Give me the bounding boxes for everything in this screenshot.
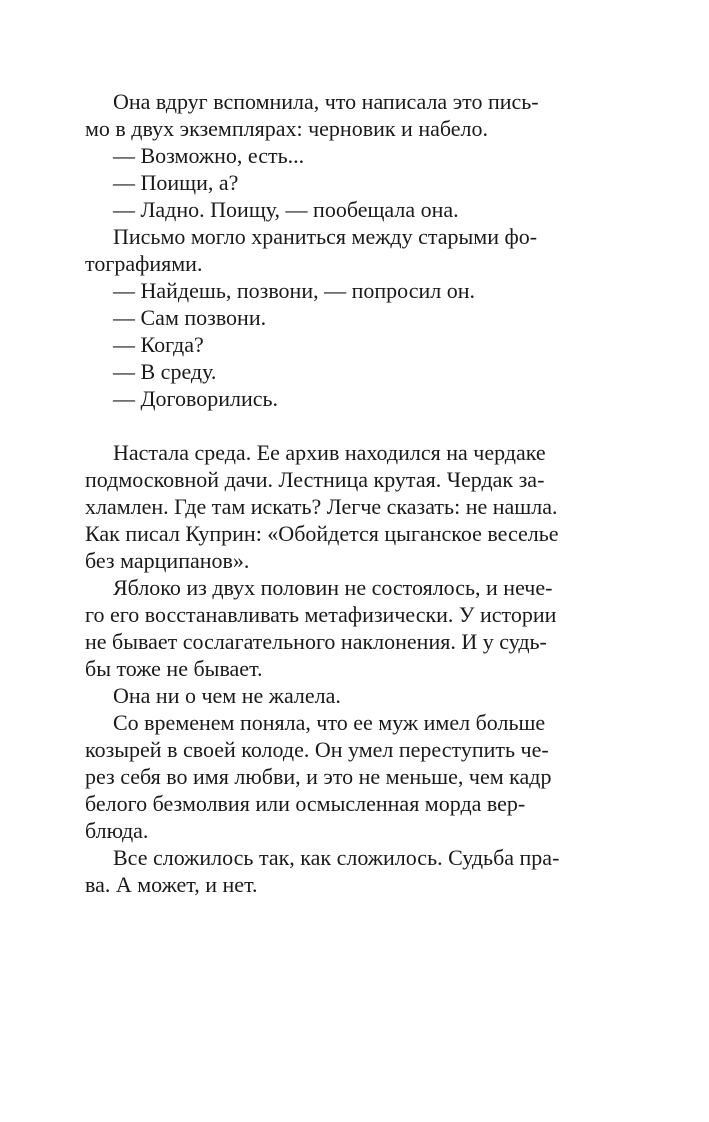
text-line: тографиями.: [85, 251, 203, 276]
dialogue-line: — Ладно. Поищу, — пообещала она.: [113, 197, 459, 222]
dialogue-line: — Договорились.: [113, 386, 279, 411]
text-line: Как писал Куприн: «Обойдется цыганское веселье: [85, 521, 559, 546]
text-line: Все сложилось так, как сложилось. Судьба пра-: [113, 845, 560, 870]
text-line: ва. А может, и нет.: [85, 872, 258, 897]
text-line: го его восстанавливать метафизически. У истории: [85, 602, 557, 627]
text-line: Яблоко из двух половин не состоялось, и нече-: [113, 575, 553, 600]
text-line: блюда.: [85, 818, 149, 843]
dialogue-line: — В среду.: [113, 359, 217, 384]
text-line: без марципанов».: [85, 548, 250, 573]
dialogue-line: — Найдешь, позвони, — попросил он.: [113, 278, 475, 303]
text-line: хламлен. Где там искать? Легче сказать: не нашла.: [85, 494, 558, 519]
text-line: подмосковной дачи. Лестница крутая. Чердак за-: [85, 467, 545, 492]
text-line: бы тоже не бывает.: [85, 656, 263, 681]
text-line: козырей в своей колоде. Он умел переступить че-: [85, 737, 549, 762]
text-line: рез себя во имя любви, и это не меньше, чем кадр: [85, 764, 552, 789]
dialogue-line: — Когда?: [113, 332, 204, 357]
text-line: Со временем поняла, что ее муж имел больше: [113, 710, 546, 735]
text-line: Письмо могло храниться между старыми фо-: [113, 224, 538, 249]
text-line: Она вдруг вспомнила, что написала это пись-: [113, 89, 539, 114]
text-line: Настала среда. Ее архив находился на чердаке: [113, 440, 546, 465]
dialogue-line: — Поищи, а?: [113, 170, 239, 195]
text-line: мо в двух экземплярах: черновик и набело.: [85, 116, 489, 141]
text-line: белого безмолвия или осмысленная морда вер-: [85, 791, 526, 816]
text-line: не бывает сослагательного наклонения. И у судь-: [85, 629, 547, 654]
dialogue-line: — Возможно, есть...: [113, 143, 305, 168]
text-line: Она ни о чем не жалела.: [113, 683, 341, 708]
dialogue-line: — Сам позвони.: [113, 305, 267, 330]
